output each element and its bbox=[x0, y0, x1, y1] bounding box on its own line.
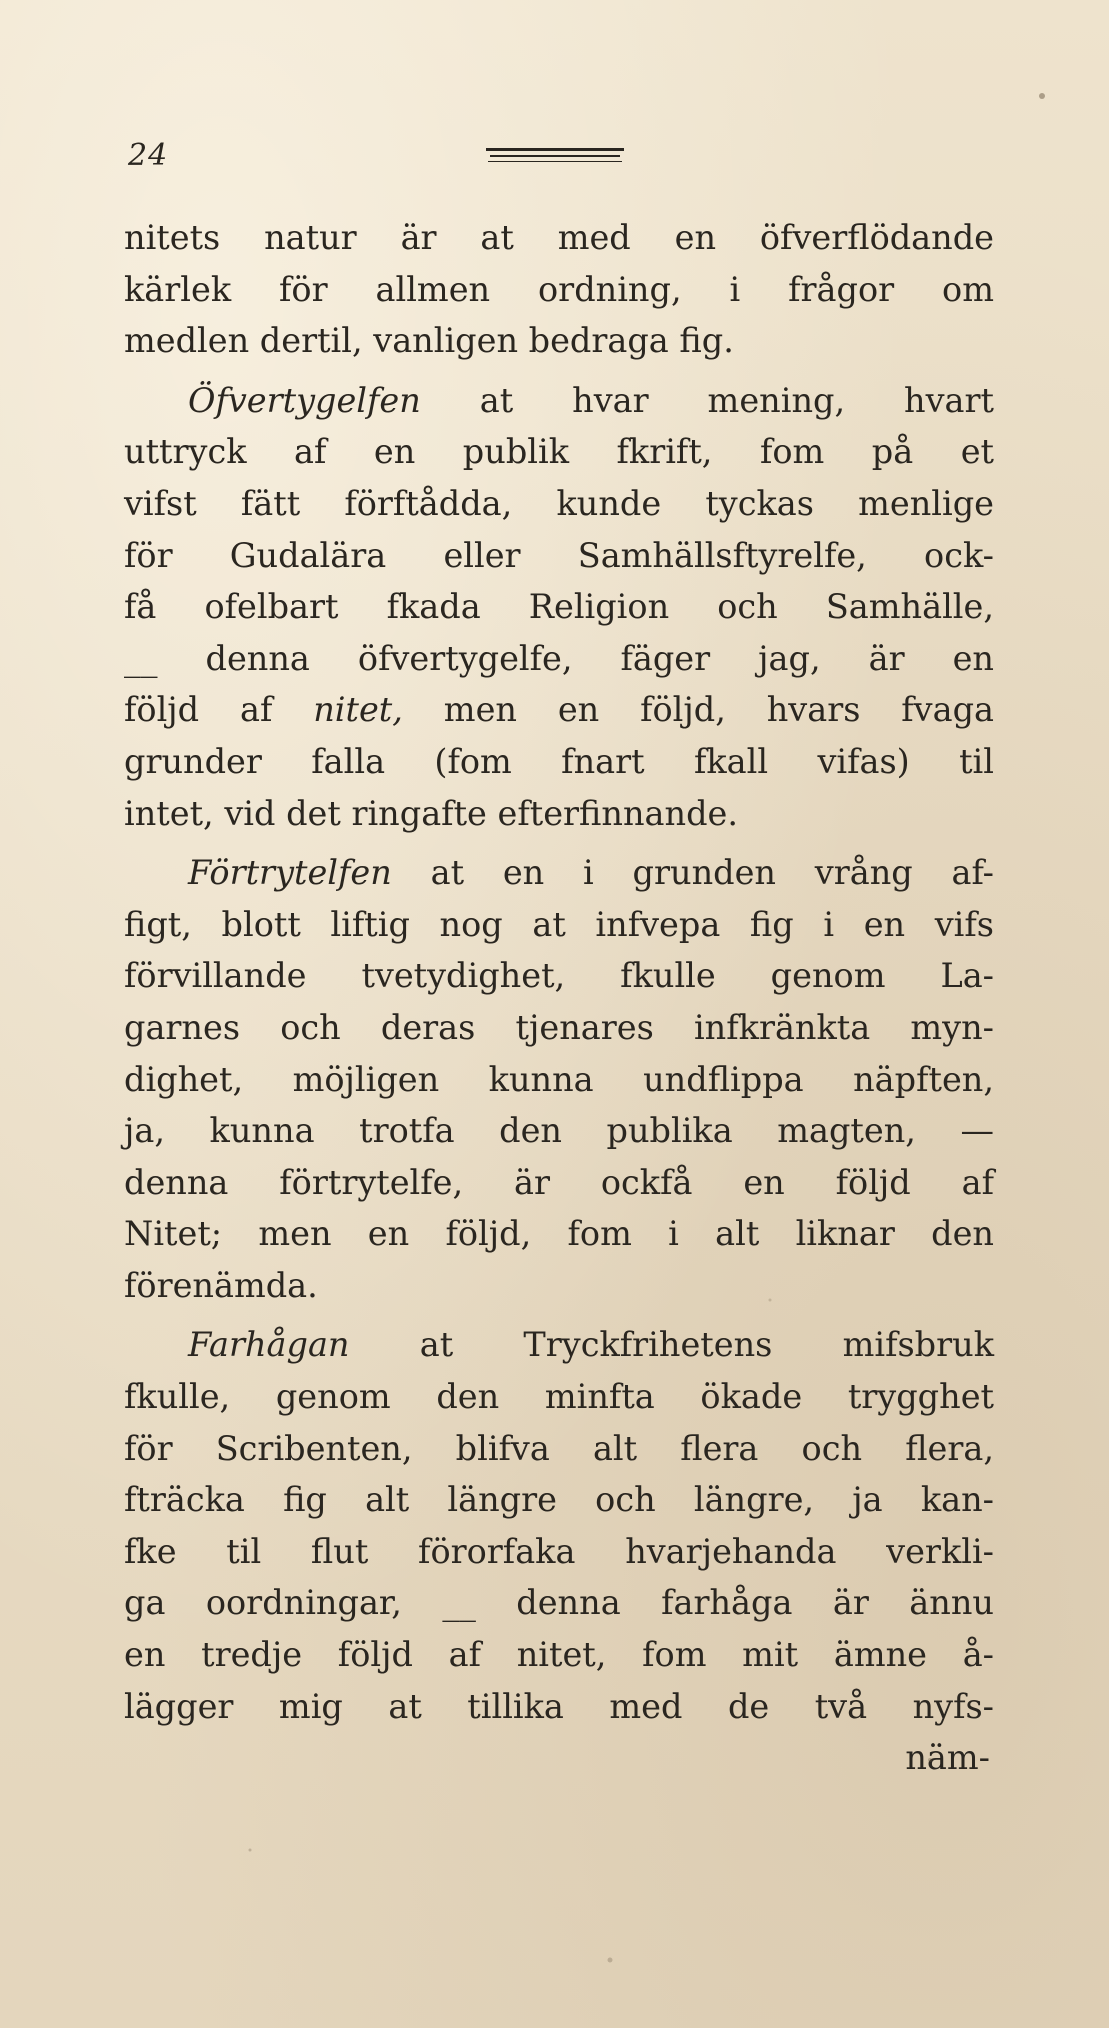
text-line: Öfvertygelfen at hvar mening, hvart bbox=[188, 380, 994, 420]
text-line: Farhågan at Tryckfrihetens mifsbruk bbox=[188, 1325, 994, 1365]
text-line: uttryck af en publik fkrift, fom på et bbox=[124, 432, 994, 472]
text-line: grunder falla (fom fnart fkall vifas) til bbox=[124, 741, 994, 781]
italic-lead: Förtrytelfen bbox=[188, 853, 392, 893]
paragraph-3 bbox=[124, 847, 994, 1311]
text-line: vifst fätt förftådda, kunde tyckas menlige bbox=[124, 483, 994, 523]
text-line: få ofelbart fkada Religion och Samhälle, bbox=[124, 587, 994, 627]
text-line: för Scribenten, blifva alt flera och flera, bbox=[124, 1428, 994, 1468]
text-line: förenämda. bbox=[124, 1265, 318, 1305]
text-line: förvillande tvetydighet, fkulle genom La- bbox=[124, 956, 994, 996]
italic-lead: Farhågan bbox=[188, 1325, 350, 1365]
header-rule-ornament bbox=[486, 148, 624, 166]
text-line: medlen dertil, vanligen bedraga fig. bbox=[124, 321, 734, 361]
text-line: lägger mig at tillika med de två nyfs- bbox=[124, 1686, 994, 1726]
text-line: intet, vid det ringafte efterfinnande. bbox=[124, 793, 738, 833]
text-line: __ denna öfvertygelfe, fäger jag, är en bbox=[124, 638, 994, 678]
text-line: fkulle, genom den minfta ökade trygghet bbox=[124, 1377, 994, 1417]
text-line: garnes och deras tjenares infkränkta myn- bbox=[124, 1007, 994, 1047]
italic-lead: Öfvertygelfen bbox=[188, 380, 421, 420]
paragraph-2 bbox=[124, 375, 994, 839]
text-line: en tredje följd af nitet, fom mit ämne å- bbox=[124, 1635, 994, 1675]
catchword: näm- bbox=[905, 1738, 990, 1778]
text-line: för Gudalära eller Samhällsftyrelfe, ock- bbox=[124, 535, 994, 575]
text-line: Nitet; men en följd, fom i alt liknar den bbox=[124, 1214, 994, 1254]
text-line: figt, blott liftig nog at infvepa fig i en vifs bbox=[124, 904, 994, 944]
text-line: fke til flut förorfaka hvarjehanda verkli- bbox=[124, 1531, 994, 1571]
text-line: Förtrytelfen at en i grunden vrång af- bbox=[188, 853, 994, 893]
text-line: ga oordningar, __ denna farhåga är ännu bbox=[124, 1583, 994, 1623]
paragraph-1 bbox=[124, 212, 994, 367]
text-line: ja, kunna trotfa den publika magten, — bbox=[124, 1111, 994, 1151]
text-line: fträcka fig alt längre och längre, ja kan- bbox=[124, 1480, 994, 1520]
italic-word: nitet, bbox=[313, 690, 403, 730]
paragraph-4 bbox=[124, 1319, 994, 1732]
body-text bbox=[124, 212, 994, 1784]
text-line: kärlek för allmen ordning, i frågor om bbox=[124, 269, 994, 309]
text-line: dighet, möjligen kunna undflippa näpften, bbox=[124, 1059, 994, 1099]
text-line: denna förtrytelfe, är ockfå en följd af bbox=[124, 1162, 994, 1202]
text-line: följd af nitet, men en följd, hvars fvaga bbox=[124, 690, 994, 730]
page-number: 24 bbox=[128, 138, 169, 173]
text-line: nitets natur är at med en öfverflödande bbox=[124, 218, 994, 257]
